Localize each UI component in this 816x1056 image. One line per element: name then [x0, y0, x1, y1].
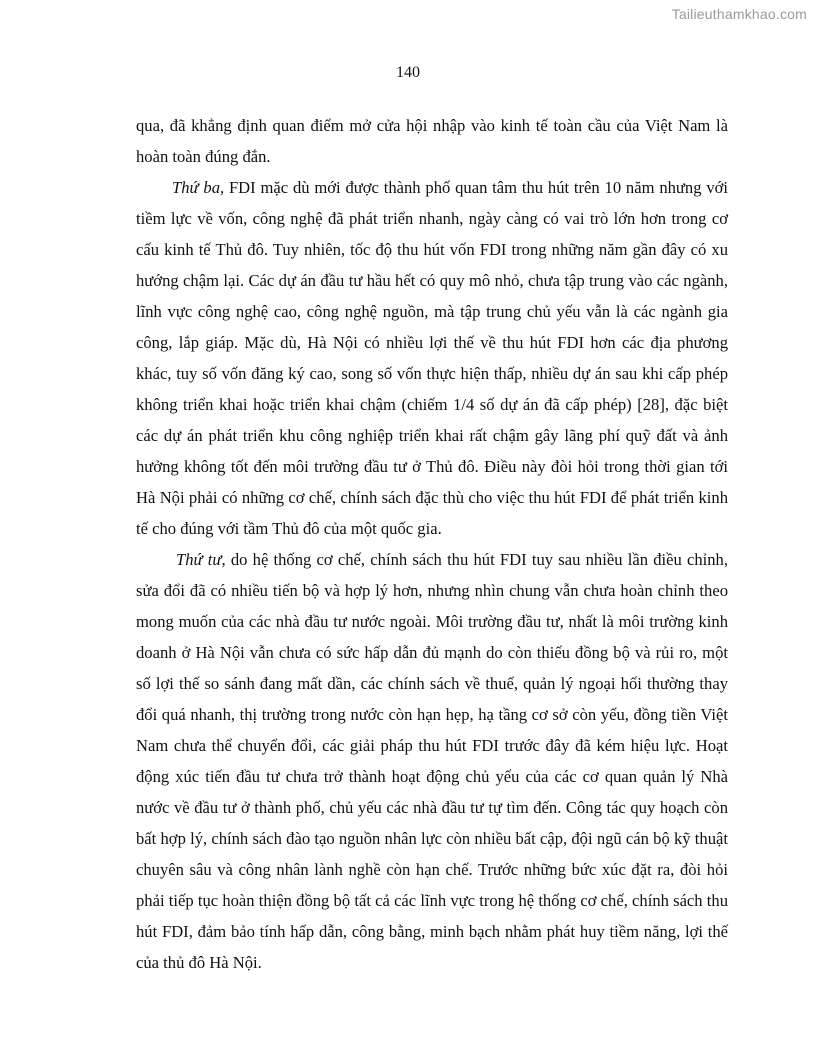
paragraph-lead-in: Thứ tư	[176, 550, 222, 569]
body-text	[136, 110, 728, 978]
page-number: 140	[396, 64, 420, 81]
watermark: Tailieuthamkhao.com	[671, 6, 807, 22]
paragraph-text: , do hệ thống cơ chế, chính sách thu hút FDI tuy sau nhiều lần điều chỉnh, sửa đổi đã có nhiều tiến bộ và hợp lý hơn, nhưng nhìn chung vẫn chưa hoàn chỉnh theo mong muốn của các nhà đầu tư nước ngoài. Môi trường đầu tư, nhất là môi trường kinh doanh ở Hà Nội vẫn chưa có sức hấp dẫn đủ mạnh do còn thiếu đồng bộ và rủi ro, một số lợi thế so sánh đang mất dần, các chính sách về thuế, quản lý ngoại hối thường thay đổi quá nhanh, thị trường trong nước còn hạn hẹp, hạ tầng cơ sở còn yếu, đồng tiền Việt Nam chưa thể chuyển đổi, các giải pháp thu hút FDI trước đây đã kém hiệu lực. Hoạt động xúc tiến đầu tư chưa trở thành hoạt động chủ yếu của các cơ quan quản lý Nhà nước về đầu tư ở thành phố, chủ yếu các nhà đầu tư tự tìm đến. Công tác quy hoạch còn bất hợp lý, chính sách đào tạo nguồn nhân lực còn nhiều bất cập, đội ngũ cán bộ kỹ thuật chuyên sâu và công nhân lành nghề còn hạn chế. Trước những bức xúc đặt ra, đòi hỏi phải tiếp tục hoàn thiện đồng bộ tất cả các lĩnh vực trong hệ thống cơ chế, chính sách thu hút FDI, đảm bảo tính hấp dẫn, công bằng, minh bạch nhằm phát huy tiềm năng, lợi thế của thủ đô Hà Nội.	[136, 550, 729, 972]
paragraph-thu-ba	[136, 172, 728, 544]
paragraph-lead-in: Thứ ba,	[172, 178, 225, 197]
paragraph-text: qua, đã khẳng định quan điểm mở cửa hội nhập vào kinh tế toàn cầu của Việt Nam là hoàn toàn đúng đắn.	[136, 116, 728, 166]
paragraph-text: FDI mặc dù mới được thành phố quan tâm thu hút trên 10 năm nhưng với tiềm lực về vốn, công nghệ đã phát triển nhanh, ngày càng có vai trò lớn hơn trong cơ cấu kinh tế Thủ đô. Tuy nhiên, tốc độ thu hút vốn FDI trong những năm gần đây có xu hướng chậm lại. Các dự án đầu tư hầu hết có quy mô nhỏ, chưa tập trung vào các ngành, lĩnh vực công nghệ cao, công nghệ nguồn, mà tập trung chủ yếu vẫn là các ngành gia công, lắp giáp. Mặc dù, Hà Nội có nhiều lợi thế về thu hút FDI hơn các địa phương khác, tuy số vốn đăng ký cao, song số vốn thực hiện thấp, nhiều dự án sau khi cấp phép không triển khai hoặc triển khai chậm (chiếm 1/4 số dự án đã cấp phép) [28], đặc biệt các dự án phát triển khu công nghiệp triển khai rất chậm gây lãng phí quỹ đất và ảnh hưởng không tốt đến môi trường đầu tư ở Thủ đô. Điều này đòi hỏi trong thời gian tới Hà Nội phải có những cơ chế, chính sách đặc thù cho việc thu hút FDI để phát triển kinh tế cho đúng với tầm Thủ đô của một quốc gia.	[136, 178, 728, 538]
paragraph-thu-tu	[136, 544, 728, 978]
paragraph-continuation	[136, 110, 728, 172]
